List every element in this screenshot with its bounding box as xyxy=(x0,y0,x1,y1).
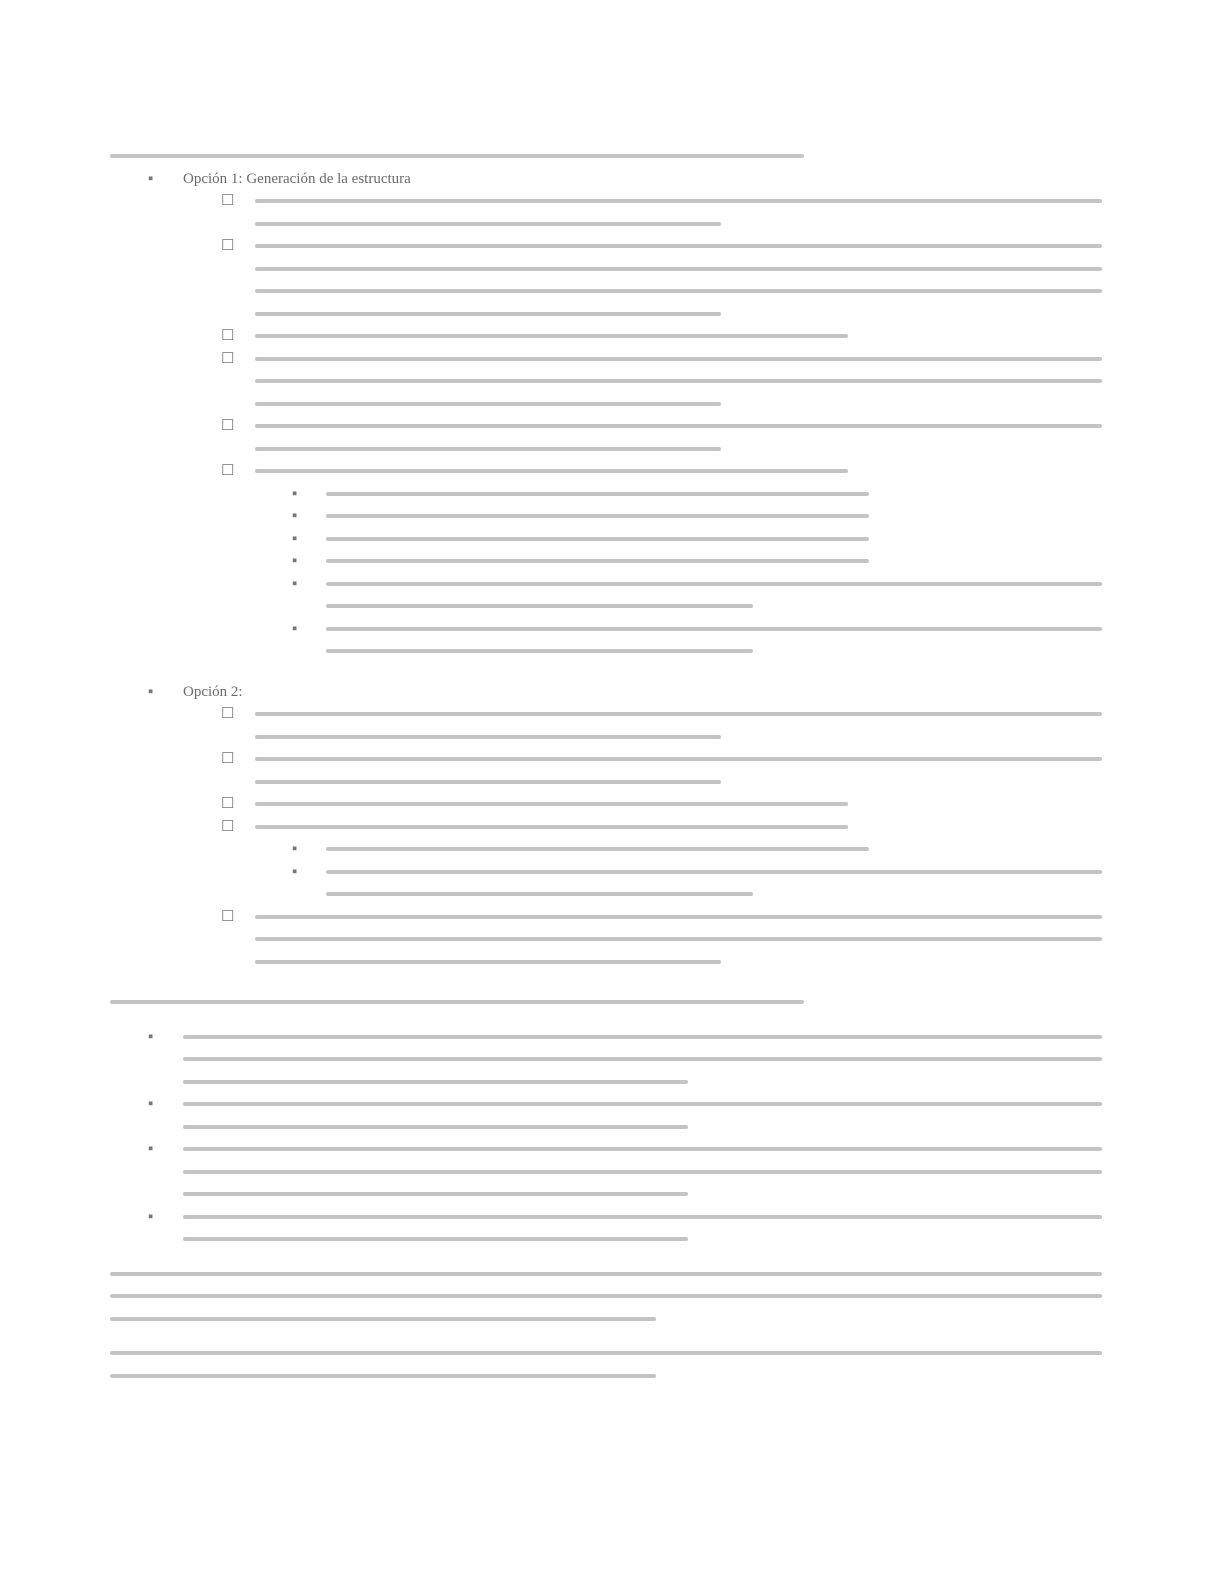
list-item xyxy=(110,838,1102,861)
text-line xyxy=(110,1272,1102,1276)
text-line xyxy=(255,780,721,784)
text-line xyxy=(255,267,1102,271)
paragraph xyxy=(110,1342,1102,1387)
bullet-marker: ▪ xyxy=(292,485,298,502)
bullet-marker: ▪ xyxy=(292,575,298,592)
list-item xyxy=(110,1026,1102,1094)
text-line xyxy=(326,627,1102,631)
spacer xyxy=(110,1014,1102,1026)
text-line xyxy=(326,537,869,541)
text-line xyxy=(255,757,1102,761)
text-line xyxy=(183,1102,1102,1106)
bullet-marker: ☐ xyxy=(221,418,235,434)
paragraph xyxy=(110,1263,1102,1331)
text-line xyxy=(183,1125,688,1129)
text-line xyxy=(255,289,1102,293)
bullet-marker: ▪ xyxy=(292,530,298,547)
list-item xyxy=(110,168,1102,191)
bullet-marker: ☐ xyxy=(221,193,235,209)
list-item xyxy=(110,703,1102,748)
list-item xyxy=(110,793,1102,816)
bullet-marker: ☐ xyxy=(221,818,235,835)
bullet-marker: ☐ xyxy=(221,238,235,254)
text-line xyxy=(183,1057,1102,1061)
bullet-marker: ▪ xyxy=(292,863,298,880)
text-line xyxy=(183,1215,1102,1219)
text-line xyxy=(255,199,1102,203)
text-line xyxy=(326,582,1102,586)
bullet-marker: ▪ xyxy=(148,683,154,700)
bullet-marker: ☐ xyxy=(221,751,235,767)
list-item xyxy=(110,861,1102,906)
list-item xyxy=(110,681,1102,704)
text-line xyxy=(183,1147,1102,1151)
list-item-label: Opción 2: xyxy=(183,683,243,700)
text-line xyxy=(255,469,848,473)
text-line xyxy=(110,1317,656,1321)
bullet-marker: ☐ xyxy=(221,328,235,344)
text-line xyxy=(326,649,753,653)
bullet-marker: ▪ xyxy=(292,841,298,857)
list-item-label: Opción 1: Generación de la estructura xyxy=(183,170,411,187)
list-item xyxy=(110,618,1102,663)
bullet-marker: ☐ xyxy=(221,350,235,367)
bullet-marker: ▪ xyxy=(148,1028,154,1045)
list-item xyxy=(110,1093,1102,1138)
list-item xyxy=(110,505,1102,528)
text-line xyxy=(183,1192,688,1196)
list-item xyxy=(110,415,1102,460)
text-line xyxy=(326,847,869,851)
bullet-marker: ☐ xyxy=(221,796,235,812)
text-line xyxy=(255,960,721,964)
bullet-marker: ▪ xyxy=(148,1208,154,1225)
spacer xyxy=(110,1251,1102,1263)
text-line xyxy=(255,712,1102,716)
list-item xyxy=(110,528,1102,551)
list-item xyxy=(110,348,1102,416)
text-line xyxy=(255,802,848,806)
spacer xyxy=(110,1330,1102,1342)
text-line xyxy=(110,1000,804,1004)
list-item xyxy=(110,483,1102,506)
text-line xyxy=(326,892,753,896)
text-line xyxy=(110,1351,1102,1355)
text-line xyxy=(255,402,721,406)
bullet-marker: ▪ xyxy=(148,1141,154,1157)
bullet-marker: ☐ xyxy=(221,908,235,925)
text-line xyxy=(255,312,721,316)
text-line xyxy=(255,334,848,338)
text-line xyxy=(183,1237,688,1241)
bullet-marker: ▪ xyxy=(148,1096,154,1112)
text-line xyxy=(255,379,1102,383)
bullet-marker: ▪ xyxy=(148,170,154,187)
bullet-marker: ▪ xyxy=(292,620,298,637)
list-item xyxy=(110,1138,1102,1206)
text-line xyxy=(255,424,1102,428)
list-item xyxy=(110,550,1102,573)
text-line xyxy=(183,1170,1102,1174)
text-line xyxy=(255,915,1102,919)
text-line xyxy=(110,1374,656,1378)
text-line xyxy=(326,514,869,518)
paragraph xyxy=(110,145,1102,168)
list-item xyxy=(110,906,1102,974)
text-line xyxy=(326,492,869,496)
text-line xyxy=(255,244,1102,248)
text-line xyxy=(110,154,804,158)
bullet-marker: ☐ xyxy=(221,706,235,722)
list-item xyxy=(110,573,1102,618)
list-item xyxy=(110,748,1102,793)
text-line xyxy=(183,1080,688,1084)
spacer xyxy=(110,663,1102,681)
bullet-marker: ▪ xyxy=(292,508,298,524)
list-item xyxy=(110,460,1102,483)
bullet-marker: ▪ xyxy=(292,553,298,569)
text-line xyxy=(255,825,848,829)
text-line xyxy=(326,870,1102,874)
list-item xyxy=(110,816,1102,839)
list-item xyxy=(110,235,1102,325)
text-line xyxy=(255,357,1102,361)
list-item xyxy=(110,325,1102,348)
list-item xyxy=(110,1206,1102,1251)
text-line xyxy=(326,559,869,563)
text-line xyxy=(326,604,753,608)
document-page xyxy=(110,145,1102,1387)
text-line xyxy=(255,222,721,226)
text-line xyxy=(255,447,721,451)
paragraph xyxy=(110,991,1102,1014)
spacer xyxy=(110,973,1102,991)
text-line xyxy=(110,1294,1102,1298)
list-item xyxy=(110,190,1102,235)
text-line xyxy=(255,937,1102,941)
text-line xyxy=(183,1035,1102,1039)
bullet-marker: ☐ xyxy=(221,463,235,479)
text-line xyxy=(255,735,721,739)
